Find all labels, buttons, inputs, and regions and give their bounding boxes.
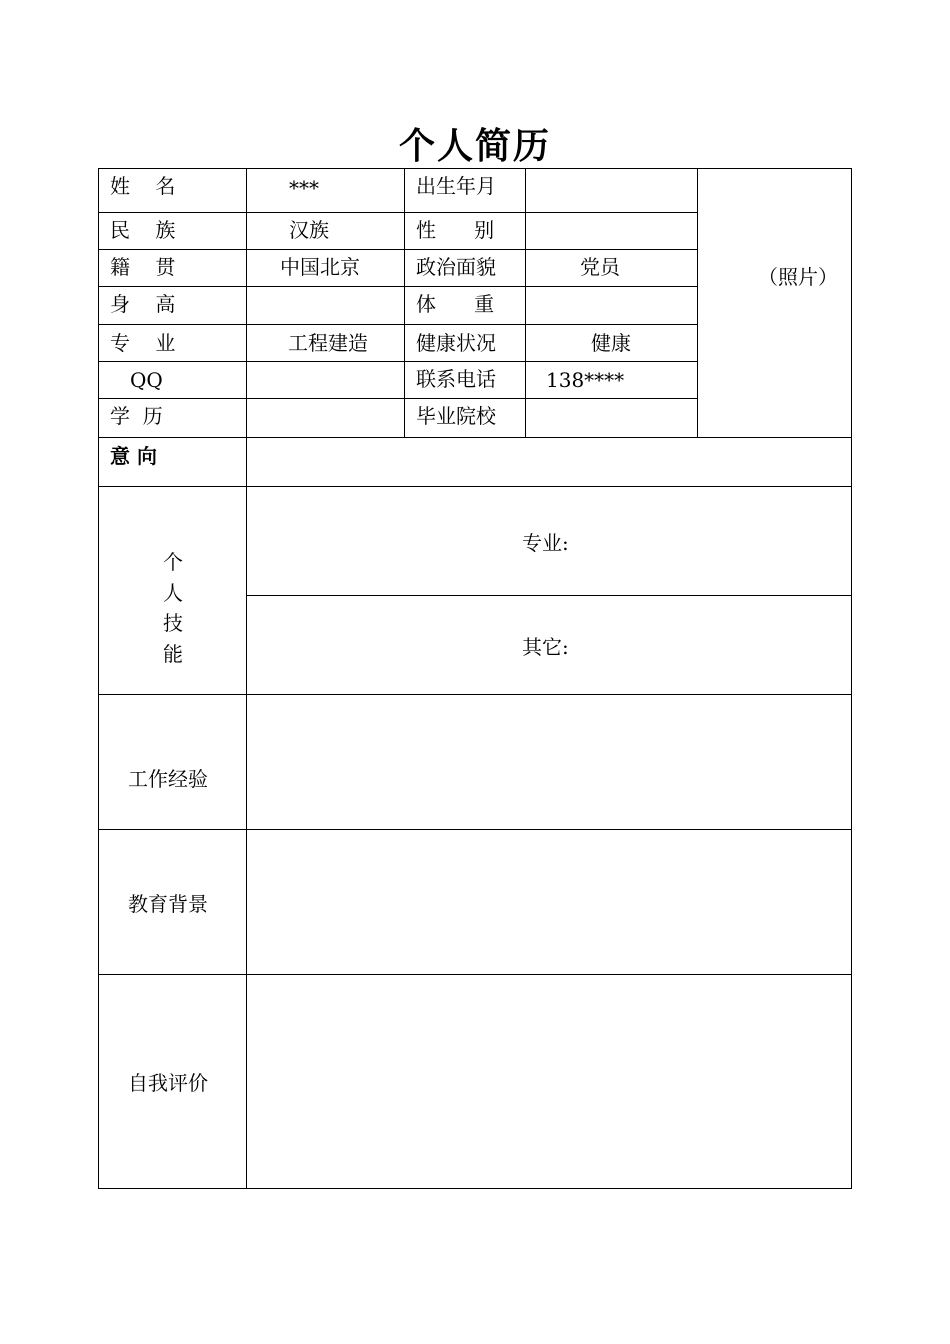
health-value[interactable]: 健康 bbox=[591, 331, 631, 355]
education-background-label: 教育背景 bbox=[128, 892, 208, 916]
row-divider bbox=[98, 974, 852, 975]
name-label: 姓 名 bbox=[110, 174, 176, 198]
row-divider bbox=[98, 486, 852, 487]
column-divider bbox=[697, 168, 698, 438]
skills-label-char: 个 bbox=[163, 550, 183, 574]
skills-label-char: 技 bbox=[163, 611, 183, 635]
row-divider bbox=[98, 324, 697, 325]
skills-label-char: 人 bbox=[163, 581, 183, 605]
origin-value[interactable]: 中国北京 bbox=[280, 255, 360, 279]
other-skills-label: 其它: bbox=[522, 635, 569, 659]
row-divider bbox=[98, 212, 697, 213]
self-evaluation-label: 自我评价 bbox=[128, 1071, 208, 1095]
ethnicity-value[interactable]: 汉族 bbox=[289, 218, 329, 242]
major-label: 专 业 bbox=[110, 331, 176, 355]
education-label: 学 历 bbox=[110, 404, 163, 428]
name-value[interactable]: *** bbox=[289, 176, 319, 200]
qq-label: QQ bbox=[130, 368, 163, 392]
row-divider bbox=[98, 398, 697, 399]
phone-label: 联系电话 bbox=[416, 367, 496, 391]
row-divider bbox=[98, 829, 852, 830]
birth-label: 出生年月 bbox=[416, 174, 496, 198]
table-border-bottom bbox=[98, 1188, 852, 1189]
ethnicity-label: 民 族 bbox=[110, 218, 176, 242]
skills-label-char: 能 bbox=[163, 642, 183, 666]
table-border-left bbox=[98, 168, 99, 1189]
major-value[interactable]: 工程建造 bbox=[288, 331, 368, 355]
column-divider bbox=[404, 168, 405, 438]
height-label: 身 高 bbox=[110, 292, 176, 316]
school-label: 毕业院校 bbox=[416, 404, 496, 428]
photo-placeholder[interactable]: （照片） bbox=[758, 265, 838, 289]
row-divider bbox=[98, 286, 697, 287]
column-divider bbox=[246, 168, 247, 1189]
row-divider bbox=[98, 437, 852, 438]
health-label: 健康状况 bbox=[416, 331, 496, 355]
table-border-top bbox=[98, 168, 852, 169]
page-title: 个人简历 bbox=[398, 125, 551, 167]
origin-label: 籍 贯 bbox=[110, 255, 176, 279]
professional-skills-label: 专业: bbox=[522, 531, 569, 555]
intention-label: 意 向 bbox=[110, 444, 157, 468]
table-border-right bbox=[851, 168, 852, 1189]
political-label: 政治面貌 bbox=[416, 255, 496, 279]
political-value[interactable]: 党员 bbox=[580, 255, 620, 279]
row-divider bbox=[247, 595, 852, 596]
weight-label: 体 重 bbox=[416, 292, 495, 316]
work-experience-label: 工作经验 bbox=[128, 767, 208, 791]
gender-label: 性 别 bbox=[416, 218, 495, 242]
row-divider bbox=[98, 694, 852, 695]
row-divider bbox=[98, 249, 697, 250]
column-divider bbox=[525, 168, 526, 438]
row-divider bbox=[98, 361, 697, 362]
phone-value[interactable]: 138**** bbox=[546, 368, 625, 392]
